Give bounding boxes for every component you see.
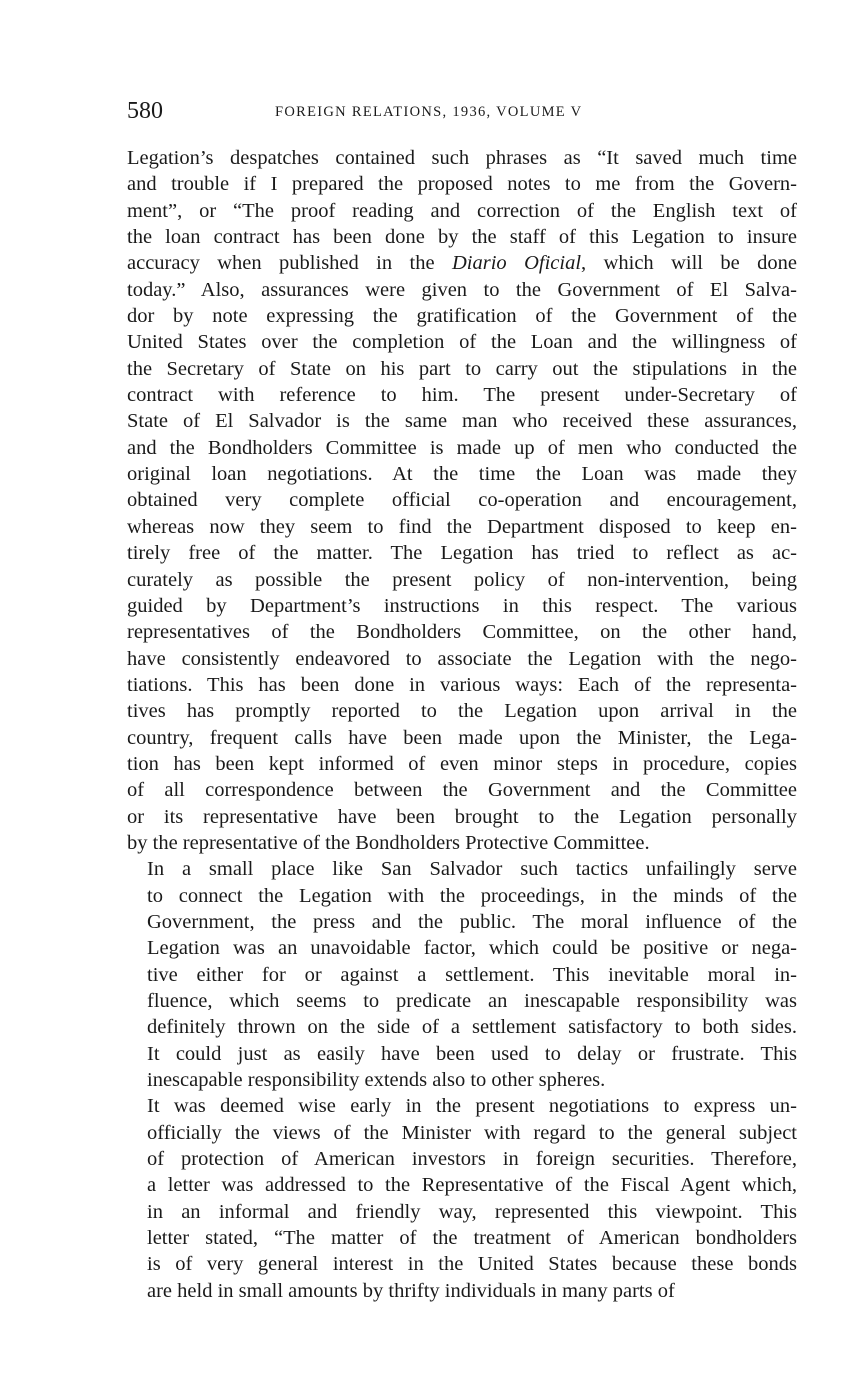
- text-line: a letter was addressed to the Representative of the Fiscal Agent which,: [147, 1174, 797, 1197]
- text-line: United States over the completion of the Loan and the willingness of: [127, 331, 797, 354]
- text-line: today.” Also, assurances were given to the Government of El Salva-: [127, 278, 797, 301]
- text-line: and the Bondholders Committee is made up of men who conducted the: [127, 436, 797, 459]
- text-line: representatives of the Bondholders Committee, on the other hand,: [127, 621, 797, 644]
- text-line: whereas now they seem to find the Department disposed to keep en-: [127, 515, 797, 538]
- text-line: officially the views of the Minister with regard to the general subject: [147, 1121, 797, 1144]
- text-line: to connect the Legation with the proceedings, in the minds of the: [147, 884, 797, 907]
- text-line: of protection of American investors in foreign securities. Therefore,: [147, 1148, 797, 1171]
- text-line: by the representative of the Bondholders Protective Committee.: [127, 831, 650, 854]
- text-line: contract with reference to him. The present under-Secretary of: [127, 384, 797, 407]
- page-header: [127, 96, 797, 126]
- text-line: letter stated, “The matter of the treatment of American bondholders: [147, 1227, 797, 1250]
- text-line: Legation was an unavoidable factor, which could be positive or nega-: [147, 937, 797, 960]
- running-title: FOREIGN RELATIONS, 1936, VOLUME V: [275, 104, 583, 120]
- body-text: [127, 145, 797, 1304]
- text-line: It could just as easily have been used to delay or frustrate. This: [147, 1042, 797, 1065]
- paragraph-3: [127, 1093, 797, 1304]
- italic-title: Diario Oficial: [452, 252, 582, 275]
- text-line: State of El Salvador is the same man who received these assurances,: [127, 410, 797, 433]
- text-line: ment”, or “The proof reading and correction of the English text of: [127, 199, 797, 222]
- text-line: It was deemed wise early in the present negotiations to express un-: [147, 1095, 797, 1118]
- text-line: tive either for or against a settlement. This inevitable moral in-: [147, 963, 797, 986]
- text-line: original loan negotiations. At the time the Loan was made they: [127, 463, 797, 486]
- text-line: is of very general interest in the United States because these bonds: [147, 1253, 797, 1276]
- page-number: 580: [127, 98, 163, 124]
- text-line: and trouble if I prepared the proposed notes to me from the Govern-: [127, 173, 797, 196]
- text-line: fluence, which seems to predicate an inescapable responsibility was: [147, 990, 797, 1012]
- text-line: obtained very complete official co-operation and encouragement,: [127, 489, 797, 512]
- text-line: have consistently endeavored to associate the Legation with the nego-: [127, 647, 797, 670]
- text-line: tiations. This has been done in various ways: Each of the representa-: [127, 673, 797, 696]
- text-line: are held in small amounts by thrifty individuals in many parts of: [147, 1279, 675, 1302]
- text-line: tives has promptly reported to the Legation upon arrival in the: [127, 700, 797, 723]
- text-line: tirely free of the matter. The Legation has tried to reflect as ac-: [127, 542, 797, 565]
- text-line: in an informal and friendly way, represented this viewpoint. This: [147, 1200, 797, 1223]
- paragraph-1: [127, 145, 797, 856]
- text-line: the loan contract has been done by the staff of this Legation to insure: [127, 226, 797, 249]
- text-line: inescapable responsibility extends also to other spheres.: [147, 1069, 606, 1092]
- text-line: accuracy when published in the Diario Oficial, which will be done: [127, 252, 797, 275]
- text-line: definitely thrown on the side of a settlement satisfactory to both sides.: [147, 1016, 797, 1039]
- text-line: Government, the press and the public. The moral influence of the: [147, 910, 797, 933]
- text-line: dor by note expressing the gratification of the Government of the: [127, 305, 797, 328]
- text-line: tion has been kept informed of even minor steps in procedure, copies: [127, 752, 797, 775]
- text-line: country, frequent calls have been made upon the Minister, the Lega-: [127, 726, 797, 749]
- text-line: Legation’s despatches contained such phrases as “It saved much time: [127, 147, 797, 169]
- text-line: curately as possible the present policy of non-intervention, being: [127, 568, 797, 591]
- text-line: the Secretary of State on his part to carry out the stipulations in the: [127, 357, 797, 380]
- text-line: or its representative have been brought to the Legation personally: [127, 805, 797, 828]
- text-line: guided by Department’s instructions in this respect. The various: [127, 594, 797, 617]
- text-line: In a small place like San Salvador such tactics unfailingly serve: [147, 858, 797, 881]
- paragraph-2: [127, 856, 797, 1093]
- text-line: of all correspondence between the Government and the Committee: [127, 779, 797, 802]
